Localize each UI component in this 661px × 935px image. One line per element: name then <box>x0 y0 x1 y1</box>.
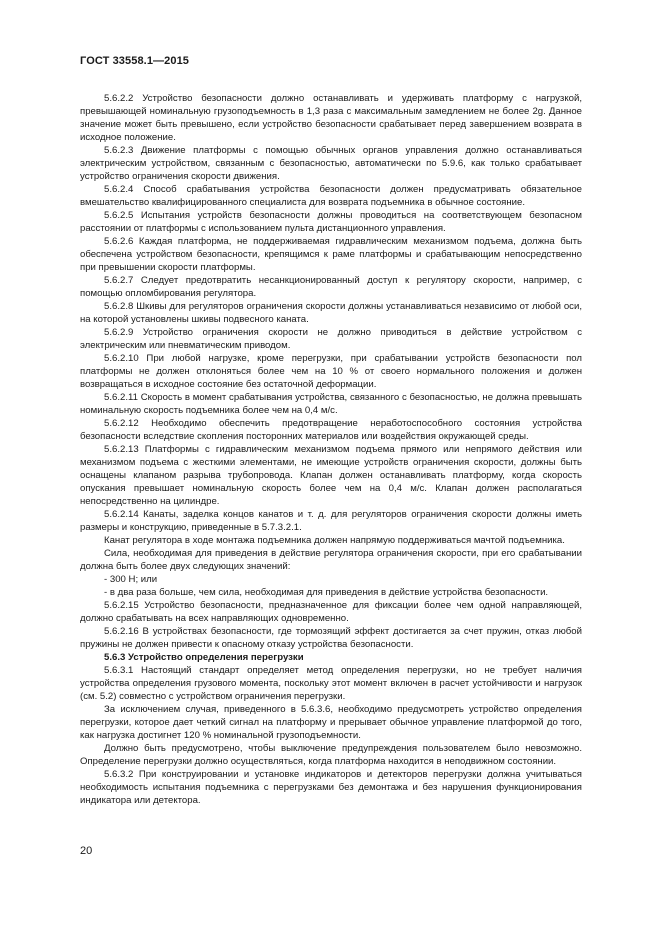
paragraph-governor-rope: Канат регулятора в ходе монтажа подъемника должен напрямую поддерживаться мачтой подъемника. <box>104 535 565 546</box>
paragraph-5-6-2-8: 5.6.2.8 Шкивы для регуляторов ограничения скорости должны устанавливаться независимо от любой оси, на которой установлены шкивы подвесного каната. <box>80 301 582 325</box>
paragraph-5-6-3-1: 5.6.3.1 Настоящий стандарт определяет метод определения перегрузки, но не требует наличия устройства определения грузового момента, поскольку этот момент включен в расчет устойчивости и нагрузок (см. 5.2) совместно с устройством ограничения перегрузки. <box>80 665 582 702</box>
paragraph-5-6-2-4: 5.6.2.4 Способ срабатывания устройства безопасности должен предусматривать обязательное вмешательство квалифицированного специалиста для возврата подъемника в обычное состояние. <box>80 184 582 208</box>
paragraph-5-6-2-10: 5.6.2.10 При любой нагрузке, кроме перегрузки, при срабатывании устройств безопасности пол платформы не должен отклоняться более чем на 10 % от своего нормального положения и должен возвращаться в исходное состояние без остаточной деформации. <box>80 353 582 390</box>
list-item: - 300 Н; или <box>104 574 158 585</box>
document-body <box>80 92 582 807</box>
paragraph-5-6-2-12: 5.6.2.12 Необходимо обеспечить предотвращение неработоспособного состояния устройства безопасности вследствие скопления посторонних материалов или воздействия окружающей среды. <box>80 418 582 442</box>
paragraph-overload-warning: Должно быть предусмотрено, чтобы выключение предупреждения пользователем было невозможно. Определение перегрузки должно осуществляться, когда платформа находится в неподвижном состоянии. <box>80 743 582 767</box>
paragraph-5-6-2-11: 5.6.2.11 Скорость в момент срабатывания устройства, связанного с безопасностью, не должна превышать номинальную скорость подъемника более чем на 0,4 м/с. <box>80 392 582 416</box>
section-heading-5-6-3: 5.6.3 Устройство определения перегрузки <box>104 652 304 663</box>
list-item: - в два раза больше, чем сила, необходимая для приведения в действие устройства безопасности. <box>104 587 549 598</box>
document-header: ГОСТ 33558.1—2015 <box>80 55 190 67</box>
paragraph-governor-force: Сила, необходимая для приведения в действие регулятора ограничения скорости, при его срабатывании должна быть более двух следующих значений: <box>80 548 582 572</box>
paragraph-5-6-2-6: 5.6.2.6 Каждая платформа, не поддерживаемая гидравлическим механизмом подъема, должна быть обеспечена устройством безопасности, крепящимся к раме платформы и срабатывающим непосредственно при превышении скорости платформы. <box>80 236 582 273</box>
paragraph-5-6-2-13: 5.6.2.13 Платформы с гидравлическим механизмом подъема прямого или непрямого действия или механизмом подъема с жесткими элементами, не имеющие устройств ограничения скорости, должны быть оснащены клапаном разрыва трубопровода. Клапан должен останавливать платформу, когда скорость опускания превышает номинальную скорость более чем на 0,4 м/с. Клапан должен располагаться непосредственно на цилиндре. <box>80 444 582 507</box>
paragraph-5-6-3-2: 5.6.3.2 При конструировании и установке индикаторов и детекторов перегрузки должна учитываться необходимость испытания подъемника с перегрузками без демонтажа и без нарушения функционирования индикатора или детектора. <box>80 769 582 806</box>
paragraph-5-6-2-14: 5.6.2.14 Канаты, заделка концов канатов и т. д. для регуляторов ограничения скорости должны иметь размеры и конструкцию, приведенные в 5.7.3.2.1. <box>80 509 582 533</box>
page-number: 20 <box>80 845 93 857</box>
paragraph-5-6-2-15: 5.6.2.15 Устройство безопасности, предназначенное для фиксации более чем одной направляющей, должно срабатывать на всех направляющих одновременно. <box>80 600 582 624</box>
paragraph-5-6-2-16: 5.6.2.16 В устройствах безопасности, где тормозящий эффект достигается за счет пружин, отказ любой пружины не должен привести к опасному отказу устройства безопасности. <box>80 626 582 650</box>
paragraph-5-6-2-5: 5.6.2.5 Испытания устройств безопасности должны проводиться на соответствующем безопасном расстоянии от платформы с использованием пульта дистанционного управления. <box>80 210 582 234</box>
paragraph-5-6-2-3: 5.6.2.3 Движение платформы с помощью обычных органов управления должно останавливаться электрическим устройством, связанным с безопасностью, автоматически по 5.9.6, как только срабатывает устройство ограничения скорости движения. <box>80 145 582 182</box>
paragraph-5-6-2-2: 5.6.2.2 Устройство безопасности должно останавливать и удерживать платформу с нагрузкой, превышающей номинальную грузоподъемность в 1,3 раза с максимальным замедлением не более 2g. Данное значение может быть превышено, если устройство безопасности срабатывает перед завершением возврата в исходное положение. <box>80 93 582 143</box>
paragraph-5-6-2-7: 5.6.2.7 Следует предотвратить несанкционированный доступ к регулятору скорости, например, с помощью опломбирования регулятора. <box>80 275 582 299</box>
paragraph-5-6-2-9: 5.6.2.9 Устройство ограничения скорости не должно приводиться в действие устройством с электрическим или пневматическим приводом. <box>80 327 582 351</box>
paragraph-overload-device: За исключением случая, приведенного в 5.6.3.6, необходимо предусмотреть устройство определения перегрузки, которое дает четкий сигнал на платформу и прерывает обычное управление платформой до того, как нагрузка достигнет 120 % номинальной грузоподъемности. <box>80 704 582 741</box>
